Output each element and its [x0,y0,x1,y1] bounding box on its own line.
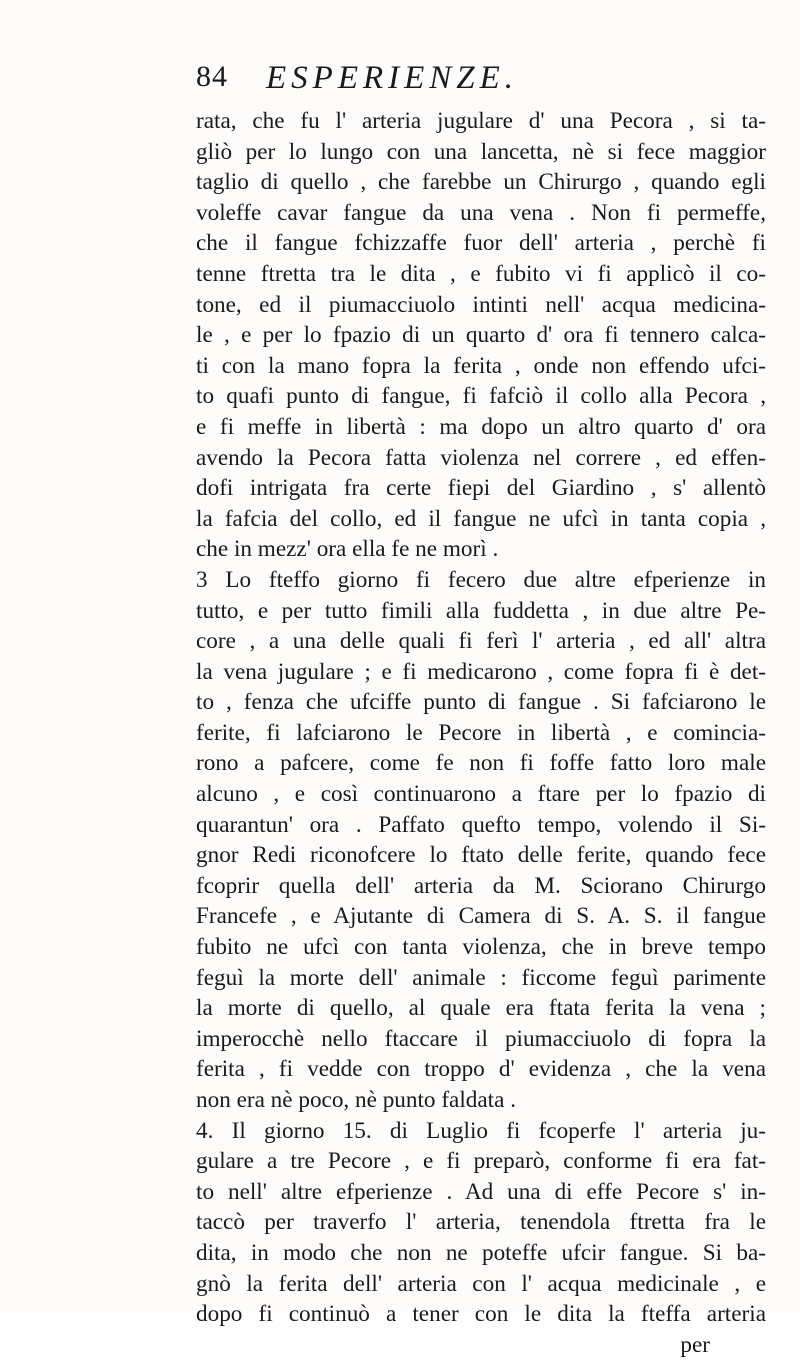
text-line: le , e per lo fpazio di un quarto d' ora fi tennero calca- [196,322,766,349]
text-line: la fafcia del collo, ed il fangue ne ufcì in tanta copia , [196,505,766,532]
page-header [196,60,736,100]
text-line: rono a pafcere, come fe non fi foffe fatto loro male [196,750,766,777]
text-line: quarantun' ora . Paffato quefto tempo, volendo il Si- [196,811,766,838]
text-line: taglio di quello , che farebbe un Chirurgo , quando egli [196,169,766,196]
text-line: ti con la mano fopra la ferita , onde non effendo ufci- [196,352,766,379]
text-line: tutto, e per tutto fimili alla fuddetta , in due altre Pe- [196,597,766,624]
text-line: fubito ne ufcì con tanta violenza, che in breve tempo [196,934,766,961]
text-line: e fi meffe in libertà : ma dopo un altro quarto d' ora [196,413,766,440]
text-line: dofi intrigata fra certe fiepi del Giardino , s' allentò [196,475,766,502]
text-line: ferita , fi vedde con troppo d' evidenza , che la vena [196,1056,766,1083]
text-line: gnò la ferita dell' arteria con l' acqua medicinale , e [196,1270,766,1297]
paragraph-end-line: non era nè poco, nè punto faldata . [196,1087,516,1113]
text-line: rata, che fu l' arteria jugulare d' una Pecora , si ta- [196,108,766,134]
text-line: ferite, fi lafciarono le Pecore in libertà , e comincia- [196,719,766,746]
text-line: tone, ed il piumacciuolo intinti nell' acqua medicina- [196,291,766,318]
text-line: dopo fi continuò a tener con le dita la fteffa arteria [196,1301,766,1328]
paragraph-start-line: 4. Il giorno 15. di Luglio fi fcoperfe l' arteria ju- [196,1117,766,1144]
text-line: la morte di quello, al quale era ftata ferita la vena ; [196,995,766,1022]
text-line: to , fenza che ufciffe punto di fangue . Si fafciarono le [196,689,766,716]
text-line: tenne ftretta tra le dita , e fubito vi fi applicò il co- [196,260,766,287]
text-line: che il fangue fchizzaffe fuor dell' arteria , perchè fi [196,230,766,257]
text-line: la vena jugulare ; e fi medicarono , come fopra fi è det- [196,658,766,685]
running-head: ESPERIENZE. [266,60,519,96]
paragraph-end-line: che in mezz' ora ella fe ne morì . [196,536,499,563]
catchword-row [196,1330,766,1360]
text-line: gulare a tre Pecore , e fi preparò, conforme fi era fat- [196,1148,766,1175]
text-line: Francefe , e Ajutante di Camera di S. A. S. il fangue [196,903,766,930]
text-line: to nell' altre efperienze . Ad una di effe Pecore s' in- [196,1178,766,1205]
text-line: gnor Redi riconofcere lo ftato delle ferite, quando fece [196,842,766,869]
text-line: taccò per traverfo l' arteria, tenendola ftretta fra le [196,1209,766,1236]
text-line: gliò per lo lungo con una lancetta, nè si fece maggior [196,138,766,165]
page-number: 84 [196,60,228,93]
text-line: alcuno , e così continuarono a ftare per lo fpazio di [196,781,766,808]
text-line: imperocchè nello ftaccare il piumacciuolo di fopra la [196,1025,766,1052]
catchword: per [680,1331,710,1358]
text-line: feguì la morte dell' animale : ficcome feguì parimente [196,964,766,991]
text-line: core , a una delle quali fi ferì l' arteria , ed all' altra [196,628,766,655]
paragraph-start-line: 3 Lo fteffo giorno fi fecero due altre efperienze in [196,566,766,593]
body-text [196,106,766,1360]
text-line: fcoprir quella dell' arteria da M. Sciorano Chirurgo [196,872,766,899]
text-line: to quafi punto di fangue, fi fafciò il collo alla Pecora , [196,383,766,410]
text-line: dita, in modo che non ne poteffe ufcir fangue. Si ba- [196,1239,766,1266]
text-line: avendo la Pecora fatta violenza nel correre , ed effen- [196,444,766,471]
text-line: voleffe cavar fangue da una vena . Non fi permeffe, [196,199,766,226]
